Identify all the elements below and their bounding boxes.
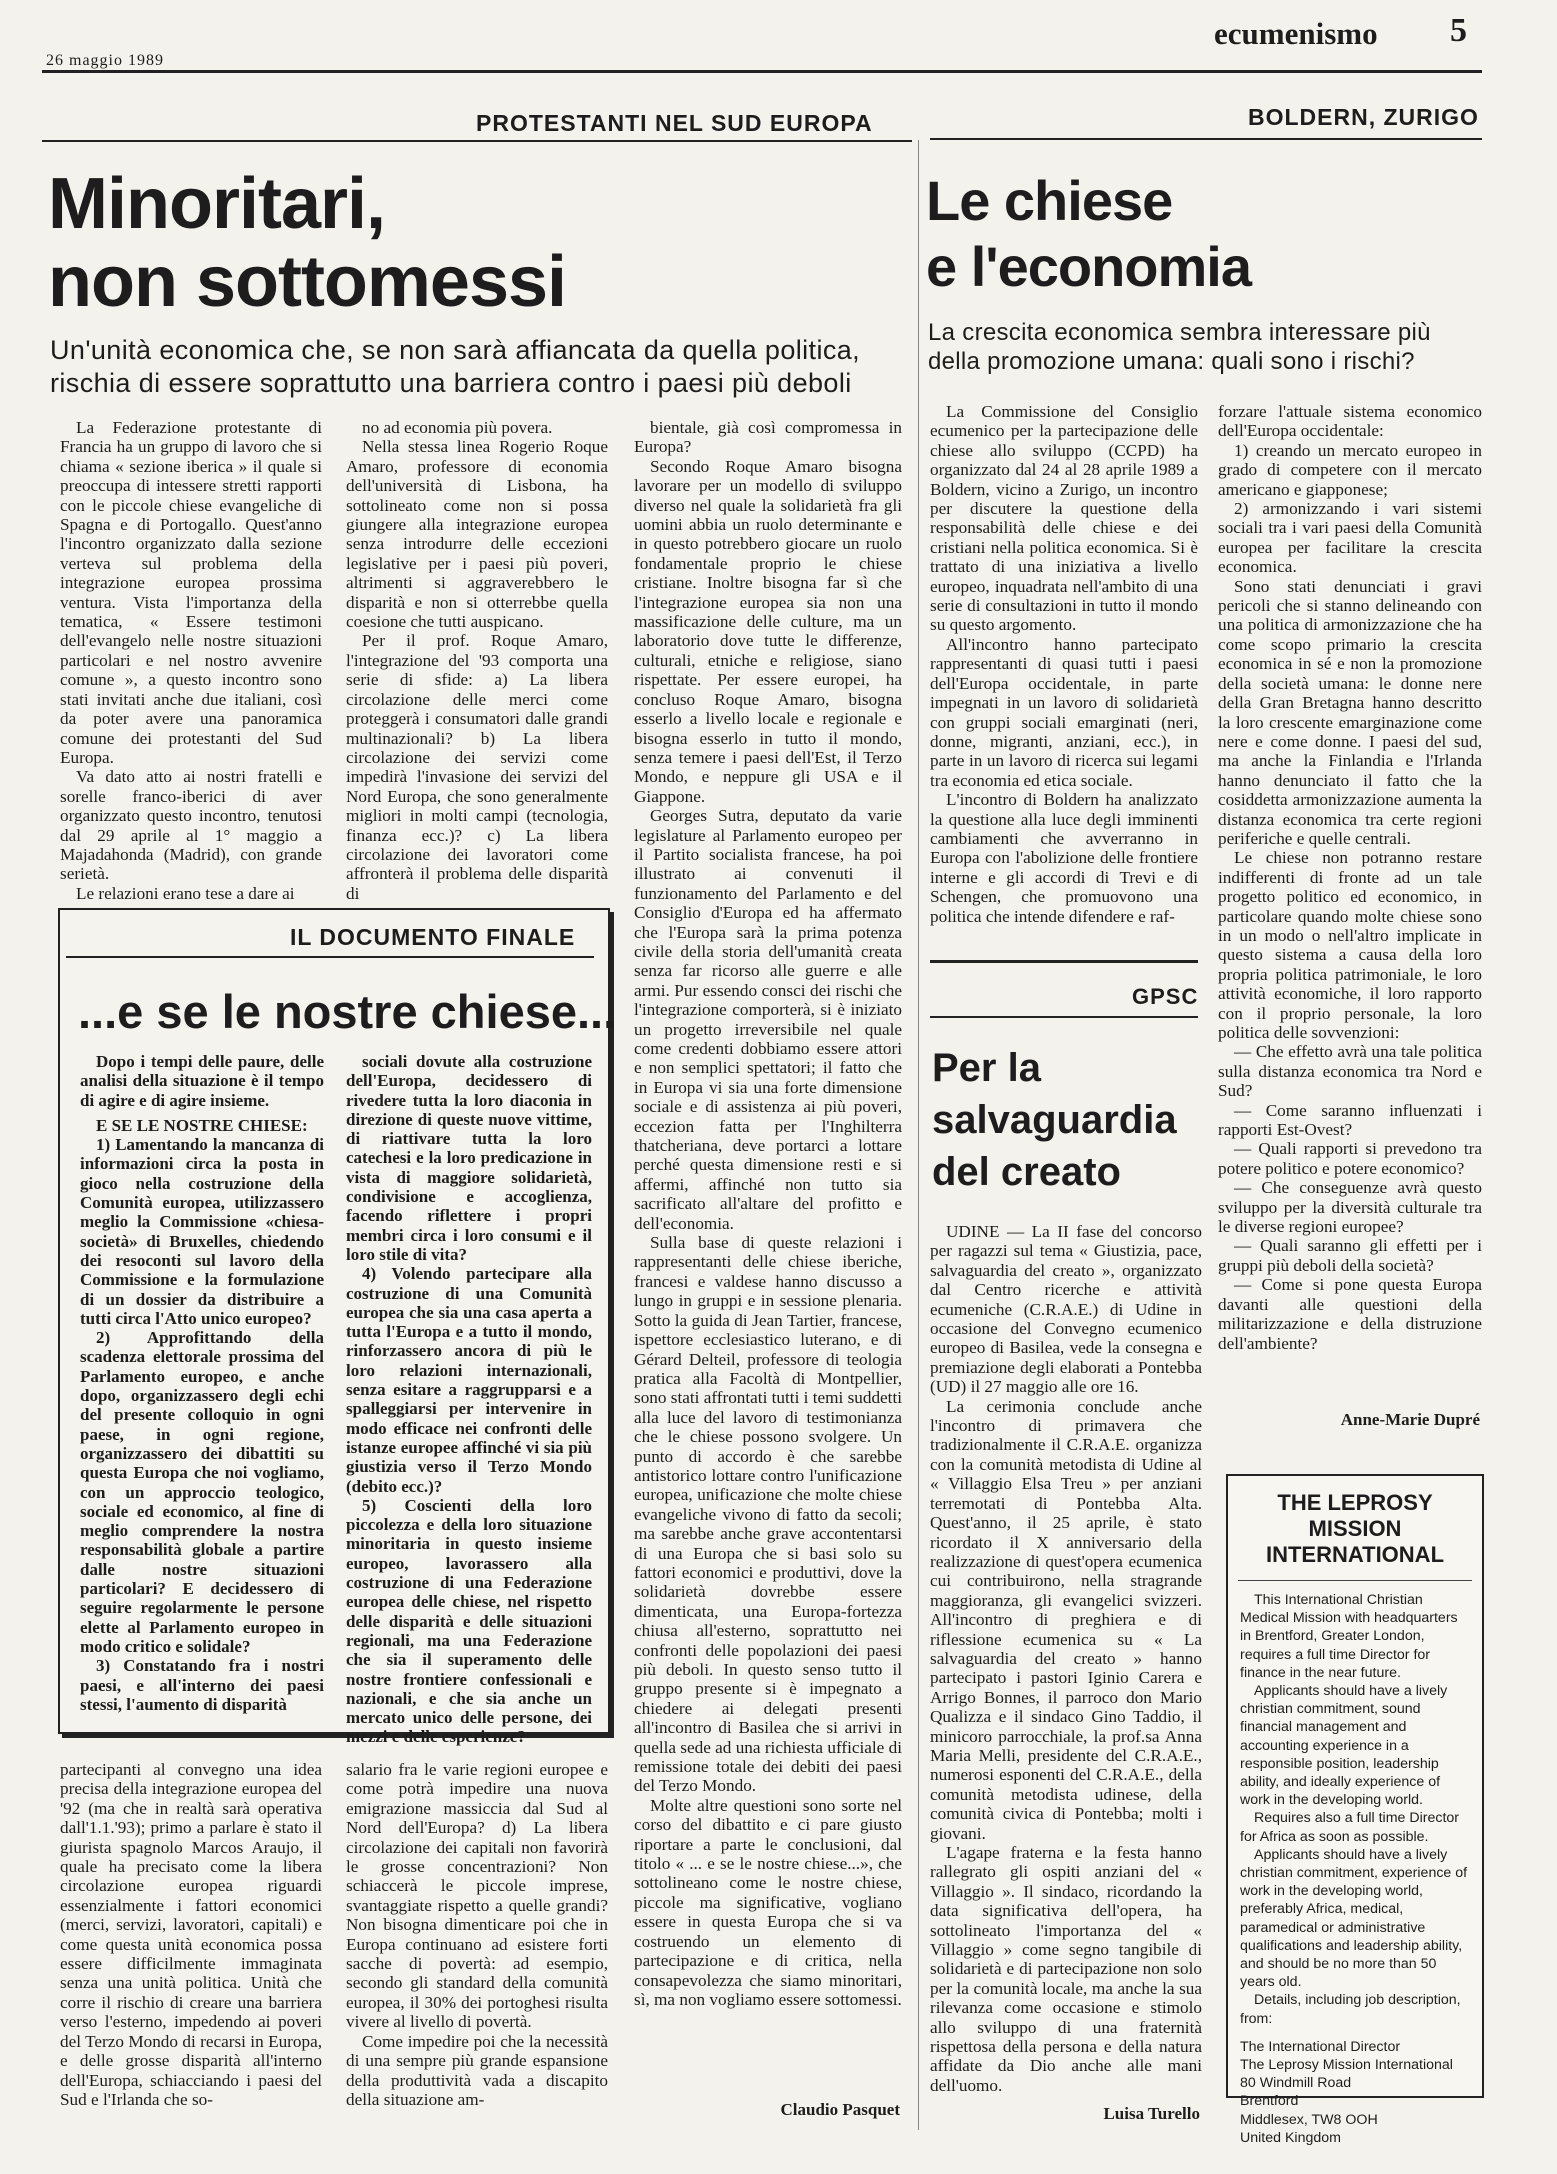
article2-kicker-rule <box>930 138 1482 140</box>
article1-subtitle <box>50 334 860 400</box>
paragraph: E SE LE NOSTRE CHIESE: <box>96 1115 308 1135</box>
paragraph: 4) Volendo partecipare alla costruzione di una Comunità europea che sia una casa aperta a tutta l'Europa e a tutto il mondo, rinforzassero ancora di più le loro relazioni internazionali, senza esitare a raggrupparsi e a spalleggiarsi per intervenire in modo efficace nei confronti delle istanze europee affinché vi sia più giustizia verso il Terzo Mondo (debito ecc.)? <box>346 1264 592 1496</box>
header-rule <box>42 70 1482 73</box>
paragraph: All'incontro hanno partecipato rappresentanti di quasi tutti i paesi dell'Europa occidentale, in parte impegnati in un lavoro di solidarietà con gruppi sociali emarginati (neri, donne, migranti, anziani, ecc.), in parte in un lavoro di ricerca sui legami tra economia ed etica sociale. <box>930 634 1198 790</box>
paragraph: 2) armonizzando i vari sistemi sociali tra i vari paesi della Comunità europea per facilitare la crescita economica. <box>1218 499 1482 577</box>
paragraph: — Come saranno influenzati i rapporti Est-Ovest? <box>1218 1100 1482 1140</box>
box-col1 <box>80 1052 324 1716</box>
paragraph: Sulla base di queste relazioni i rappresentanti delle chiese iberiche, francesi e valdese hanno discusso a lungo in gruppi e in sessione plenaria. Sotto la guida di Jean Tartier, francese, ispettore ecclesiastico luterano, e di Gérard Delteil, professore di teologia pratica alla Facoltà di Montpellier, sono stati affrontati tutti i temi suddetti alla luce del lavoro di testimonianza che le chiese possono svolgere. Un punto di accordo è che sarebbe antistorico lottare contro l'unificazione europea, unificazione che molte chiese evangeliche vivono di fatto da secoli; ma sarebbe anche grave accontentarsi di una Europa che si basi solo su fattori economici e produttivi, dove la solidarietà dovrebbe essere dimenticata, una Europa-fortezza chiusa all'esterno, soprattutto nei confronti delle popolazioni dei paesi più deboli. In questo senso tutto il gruppo presente si è impegnato a chiedere ai delegati presenti all'incontro di Basilea che si arrivi in quella sede ad una richiesta ufficiale di remissione totale dei debiti dei paesi del Terzo Mondo. <box>634 1233 902 1796</box>
article1-subtitle-line1: Un'unità economica che, se non sarà affiancata da quella politica, <box>50 335 861 365</box>
paragraph: Le chiese non potranno restare indifferenti di fronte ad un tale progetto politico ed economico, in particolare quando molte chiese sono in un modo o nell'altro implicate in questo sistema a causa della loro propria politica patrimoniale, le loro attività economiche, il loro rapporto con il proprio personale, la loro politica delle sovvenzioni: <box>1218 848 1482 1042</box>
paragraph: La cerimonia conclude anche l'incontro di primavera che tradizionalmente il C.R.A.E. organizza con la comunità metodista di Udine al « Villaggio Elsa Treu » per anziani terremotati di Pontebba Alta. Quest'anno, il 25 aprile, è stato ricordato il X anniversario della realizzazione di quest'opera ecumenica cui contribuirono, nella stragrande maggioranza, gli evangelici svizzeri. All'incontro di preghiera e di riflessione ecumenica su « La salvaguardia del creato » hanno partecipato i pastori Iginio Carera e Arrigo Bonnes, il parroco don Mario Qualizza e il sindaco Gino Taddio, il minicoro parrocchiale, la prof.sa Anna Maria Melli, presidente del C.R.A.E., numerosi esponenti del C.R.A.E., della comunità metodista udinese, della comunità civica di Pontebba; molti i giovani. <box>930 1396 1202 1843</box>
article1-lower-col1 <box>60 1760 322 2148</box>
paragraph: sociali dovute alla costruzione dell'Europa, decidessero di rivedere tutta la loro diaconia in direzione di queste nuove vittime, di riattivare tutta la loro catechesi e la loro predicazione in vista di maggiore solidarietà, condivisione e accoglienza, facendo riflettere i propri membri circa i loro consumi e il loro stile di vita? <box>346 1052 592 1264</box>
box-title: ...e se le nostre chiese... <box>78 985 617 1038</box>
page-number: 5 <box>1450 12 1467 49</box>
paragraph: UDINE — La II fase del concorso per ragazzi sul tema « Giustizia, pace, salvaguardia del creato », organizzato dal Centro ricerche e attività ecumeniche (C.R.A.E.) di Udine in occasione del Convegno ecumenico europeo di Basilea, vede la consegna e premiazione degli elaborati a Pontebba (UD) il 27 maggio alle ore 16. <box>930 1222 1202 1397</box>
article2-subtitle-line1: La crescita economica sembra interessare più <box>928 319 1431 346</box>
article3-title-line1: Per la <box>932 1046 1041 1090</box>
paragraph: — Che effetto avrà una tale politica sulla distanza economica tra Nord e Sud? <box>1218 1042 1482 1101</box>
article3-col1 <box>930 1222 1202 2098</box>
paragraph: Sono stati denunciati i gravi pericoli che si stanno delineando con una politica di armonizzazione che ha come scopo primario la crescita economica in sé e non la promozione della società umana: le donne nere della Gran Bretagna hanno descritto la loro crescente emarginazione come nere e come donne. I paesi del sud, ma anche la Finlandia e l'Irlanda hanno denunciato il fatto che la cosiddetta armonizzazione aumenta la distanza economica tra certe regioni periferiche e quelle centrali. <box>1218 576 1482 848</box>
paragraph: 2) Approfittando della scadenza elettorale prossima del Parlamento europeo, e anche dopo, organizzassero degli echi del presente colloquio in ogni paese, in ogni regione, organizzassero dei dibattiti su questa Europa che noi vogliamo, con un approccio teologico, sociale ed economico, al fine di meglio comprendere la nostra responsabilità globale a partire dalle nostre situazioni particolari? E decidessero di seguire regolarmente le persone elette al Parlamento europeo in modo critico e solidale? <box>80 1328 324 1656</box>
box-kicker-rule <box>66 956 594 958</box>
article3-title-line3: del creato <box>932 1150 1121 1194</box>
article3-title-line2: salvaguardia <box>932 1098 1177 1142</box>
issue-date: 26 maggio 1989 <box>46 52 164 69</box>
article1-col3 <box>634 418 902 2098</box>
article1-col1 <box>60 418 322 903</box>
ad-body <box>1228 1591 1482 2147</box>
article3-kicker-rule <box>930 1016 1198 1018</box>
box-kicker: IL DOCUMENTO FINALE <box>290 924 576 950</box>
paragraph: La Federazione protestante di Francia ha un gruppo di lavoro che si chiama « sezione iberica » il quale si preoccupa di intessere stretti rapporti con le piccole chiese evangeliche di Spagna e di Portogallo. Quest'anno l'incontro organizzato dalla sezione verteva sul problema della integrazione europea prossima ventura. Vista l'importanza della tematica, « Essere testimoni dell'evangelo nelle nostre situazioni particolari e nel nostro avvenire comune », a questo incontro sono stati invitati anche due italiani, così da poter avere una panoramica comune dei protestanti del Sud Europa. <box>60 418 322 767</box>
paragraph: salario fra le varie regioni europee e come potrà impedire una nuova emigrazione massiccia dal Sud al Nord dell'Europa? d) La libera circolazione dei capitali non favorirà le grosse concentrazioni? Non schiaccerà le piccole imprese, svantaggiate rispetto a quelle grandi? Non bisogna dimenticare poi che in Europa continuano ad esistere forti sacche di povertà: ad esempio, secondo gli standard della comunità europea, il 30% dei portoghesi risulta vivere al livello di povertà. <box>346 1760 608 2032</box>
article1-kicker-rule <box>42 140 912 142</box>
article2-col1 <box>930 402 1198 938</box>
paragraph: 5) Coscienti della loro piccolezza e della loro situazione minoritaria in questo insieme europeo, lavorassero alla costruzione di una Federazione europea delle chiese, nel rispetto delle disparità e delle situazioni regionali, ma una Federazione che sia il superamento delle nostre frontiere confessionali e nazionali, e che sia anche un mercato unico delle persone, dei mezzi e delle esperienze? <box>346 1495 592 1747</box>
article2-title-line1: Le chiese <box>926 169 1173 232</box>
article1-title-line1: Minoritari, <box>48 164 386 244</box>
article2-subtitle <box>928 318 1431 376</box>
paragraph: Le relazioni erano tese a dare ai <box>76 883 295 903</box>
paragraph: 1) Lamentando la mancanza di informazioni circa la posta in gioco nella costruzione della Comunità europea, utilizzassero meglio la Commissione «chiesa-società» di Bruxelles, chiedendo dei resoconti sul lavoro della Commissione e la formulazione di un dossier da distribuire a tutti circa l'Atto unico europeo? <box>80 1135 324 1328</box>
paragraph: Nella stessa linea Rogerio Roque Amaro, professore di economia dell'università di Lisbona, ha sottolineato come non si possa giungere alla integrazione europea senza introdurre delle eccezioni legislative per i paesi più poveri, altrimenti si aggraverebbero le disparità e non si otterrebbe quella coesione che tutti auspicano. <box>346 437 608 632</box>
paragraph: L'agape fraterna e la festa hanno rallegrato gli ospiti anziani del « Villaggio ». Il sindaco, ricordando la data significativa dell'opera, ha sottolineato l'importanza del « Villaggio » come segno tangibile di solidarietà e di partecipazione non solo per la comunità locale, ma anche la sua rilevanza come occasione e stimolo allo sviluppo di una fraternità rispettosa della persona e della natura affidate da Dio anche alle mani dell'uomo. <box>930 1843 1202 2095</box>
article3-kicker: GPSC <box>1132 984 1199 1009</box>
ad-title-line2: MISSION <box>1308 1516 1402 1541</box>
paragraph: no ad economia più povera. <box>362 418 553 437</box>
ad-address-line: The International Director <box>1240 2038 1401 2055</box>
ad-address-line: 80 Windmill Road <box>1240 2075 1352 2092</box>
article3-top-rule <box>930 960 1198 963</box>
paragraph: forzare l'attuale sistema economico dell'Europa occidentale: <box>1218 402 1482 441</box>
paragraph: La Commissione del Consiglio ecumenico per la partecipazione delle chiese allo sviluppo (CCPD) ha organizzato dal 24 al 28 aprile 1989 a Boldern, vicino a Zurigo, un incontro per discutere la questione della responsabilità delle chiese e dei cristiani nella politica economica. Si è trattato di una iniziativa a livello europeo, inquadrata nell'ambito di una serie di consultazioni in tutto il mondo su questo argomento. <box>930 402 1198 635</box>
article1-signature: Claudio Pasquet <box>780 2100 900 2119</box>
article1-title-line2: non sottomessi <box>48 242 567 322</box>
article2-title <box>926 168 1251 300</box>
paragraph: — Come si pone questa Europa davanti alle questioni della militarizzazione e della distruzione dell'ambiente? <box>1218 1275 1482 1353</box>
ad-address-line: United Kingdom <box>1240 2129 1341 2146</box>
paragraph: L'incontro di Boldern ha analizzato la questione alla luce degli imminenti cambiamenti che avverranno in Europa con l'abolizione delle frontiere interne e gli accordi di Trevi e di Schengen, che promuovono una politica che intende difendere e raf- <box>930 790 1198 926</box>
vertical-divider <box>918 140 919 2130</box>
paragraph: Dopo i tempi delle paure, delle analisi della situazione è il tempo di agire e di agire insieme. <box>80 1052 324 1110</box>
paragraph: bientale, già così compromessa in Europa? <box>634 418 902 457</box>
ad-paragraph: Applicants should have a lively christian commitment, sound financial management and accounting experience in a responsible position, leadership ability, and ideally experience of work in the developing world. <box>1240 1683 1448 1809</box>
ad-title-line3: INTERNATIONAL <box>1265 1542 1445 1567</box>
article1-kicker: PROTESTANTI NEL SUD EUROPA <box>476 110 873 136</box>
paragraph: Come impedire poi che la necessità di una sempre più grande espansione della produttività vada a discapito della situazione am- <box>346 2031 608 2109</box>
article2-title-line2: e l'economia <box>926 235 1251 298</box>
ad-paragraph: Details, including job description, from: <box>1240 1992 1461 2027</box>
paragraph: — Quali rapporti si prevedono tra potere politico e potere economico? <box>1218 1139 1482 1178</box>
article1-subtitle-line2: rischia di essere soprattutto una barriera contro i paesi più deboli <box>50 368 852 398</box>
ad-paragraph: Requires also a full time Director for Africa as soon as possible. <box>1240 1810 1460 1845</box>
article1-title <box>48 165 566 321</box>
box-col2 <box>346 1052 592 1747</box>
article2-signature: Anne-Marie Dupré <box>1340 1410 1480 1429</box>
paragraph: Molte altre questioni sono sorte nel corso del dibattito e ci pare giusto riportare a parte le conclusioni, dal titolo « ... e se le nostre chiese...», che sottolineano come le nostre chiese, piccole ma significative, vogliano essere in questa Europa che si va costruendo un elemento di partecipazione e di critica, nella consapevolezza che siamo minoritari, sì, ma non vogliamo essere sottomessi. <box>634 1795 902 2009</box>
article3-signature: Luisa Turello <box>1103 2104 1200 2123</box>
article2-kicker: BOLDERN, ZURIGO <box>1248 104 1479 130</box>
article1-lower-col2 <box>346 1760 608 2148</box>
paragraph: Georges Sutra, deputato da varie legislature al Parlamento europeo per il Partito socialista francese, ha poi illustrato ai convenuti il funzionamento del Parlamento e del Consiglio d'Europa ed ha affermato che l'Europa sarà la prima potenza civile della storia dell'umanità creata senza far ricorso alle guerre e alle armi. Pur essendo consci dei rischi che l'integrazione comporterà, si è iniziato un progetto irreversibile nel quale come credenti dobbiamo essere attori e non semplici spettatori; il fatto che in Europa vi sia una forte dimensione sociale e di assistenza ai più poveri, eccezion fatta per l'Inghilterra thatcheriana, deve portarci a lottare perché questa dimensione resti e si affermi, affinché non tutto sia sacrificato all'altare del profitto e dell'economia. <box>634 806 902 1233</box>
ad-paragraph: Applicants should have a lively christian commitment, experience of work in the developing world, preferably Africa, medical, paramedical or administrative qualifications and leadership ability, and should be no more than 50 years old. <box>1240 1846 1468 1991</box>
ad-title <box>1228 1490 1482 1568</box>
ad-address-line: Middlesex, TW8 OOH <box>1240 2111 1378 2128</box>
ad-address <box>1240 2038 1470 2147</box>
ad-paragraph: This International Christian Medical Mission with headquarters in Brentford, Greater London, requires a full time Director for finance in the near future. <box>1240 1592 1458 1681</box>
paragraph: Secondo Roque Amaro bisogna lavorare per un modello di sviluppo diverso nel quale la solidarietà fra gli uomini abbia un ruolo determinante e in questo potrebbero giocare un ruolo fondamentale proprio le chiese cristiane. Inoltre bisogna far sì che l'integrazione europea sia non una massificazione delle culture, ma un laboratorio dove tutte le differenze, culturali, etniche e religiose, siano rispettate. Per essere europei, ha concluso Roque Amaro, bisogna esserlo a livello locale e regionale e bisogna esserlo in tutto il mondo, senza temere i paesi dell'Est, il Terzo Mondo, e neppure gli USA e il Giappone. <box>634 456 902 806</box>
leprosy-mission-ad <box>1226 1474 1484 2146</box>
ad-title-line1: THE LEPROSY <box>1277 1490 1433 1515</box>
paragraph: — Quali saranno gli effetti per i gruppi più deboli della società? <box>1218 1236 1482 1275</box>
article2-col2 <box>1218 402 1482 1408</box>
article3-title <box>932 1042 1177 1198</box>
paragraph: 1) creando un mercato europeo in grado di competere con il mercato americano e giapponese; <box>1218 440 1482 499</box>
section-title: ecumenismo <box>1214 16 1378 51</box>
ad-address-line: Brentford <box>1240 2093 1299 2110</box>
article2-subtitle-line2: della promozione umana: quali sono i rischi? <box>928 348 1415 375</box>
paragraph: Va dato atto ai nostri fratelli e sorelle franco-iberici di aver organizzato questo incontro, tenutosi dal 29 aprile al 1° maggio a Majadahonda (Madrid), con grande serietà. <box>60 767 322 884</box>
paragraph: 3) Constatando fra i nostri paesi, e all'interno dei paesi stessi, l'aumento di disparità <box>80 1656 324 1714</box>
paragraph: Per il prof. Roque Amaro, l'integrazione del '93 comporta una serie di sfide: a) La libera circolazione delle merci come proteggerà i consumatori dalle grandi multinazionali? b) La libera circolazione dei servizi come impedirà l'invasione dei servizi del Nord Europa, che sono generalmente migliori in molti campi (tecnologia, finanza ecc.)? c) La libera circolazione dei lavoratori come affronterà il problema delle disparità di <box>346 631 608 903</box>
paragraph: — Che conseguenze avrà questo sviluppo per la diversità culturale tra le diverse regioni europee? <box>1218 1178 1482 1237</box>
ad-address-line: The Leprosy Mission International <box>1240 2057 1453 2074</box>
paragraph: partecipanti al convegno una idea precisa della integrazione europea del '92 (ma che in realtà sarà operativa dall'1.1.'93); primo a parlare è stato il giurista spagnolo Marcos Araujo, il quale ha precisato come la libera circolazione europea riguardi essenzialmente i fattori economici (merci, servizi, lavoratori, capitali) e come questa unità economica possa essere difficilmente immaginata senza una unità politica. Unità che corre il rischio di creare una barriera verso l'esterno, impedendo ai poveri del Terzo Mondo di recarsi in Europa, e delle grosse disparità all'interno dell'Europa, schiacciando i paesi del Sud e l'Irlanda che so- <box>60 1760 322 2109</box>
article1-col2 <box>346 418 608 903</box>
